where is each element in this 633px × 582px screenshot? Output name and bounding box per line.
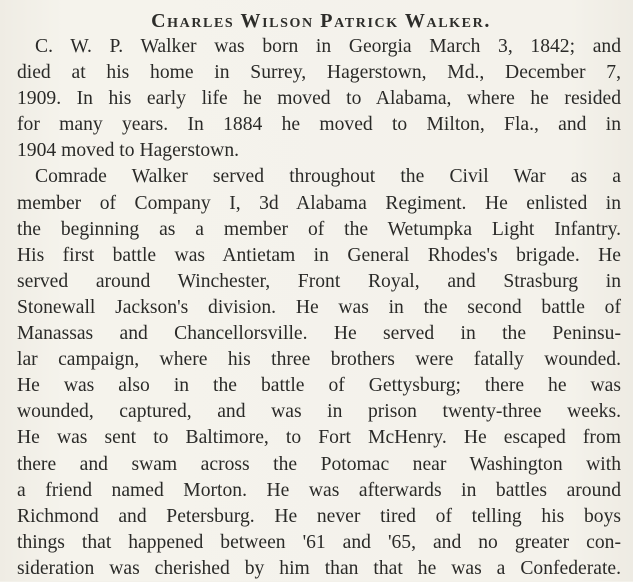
text-line: His first battle was Antietam in General Rhodes's brigade. He bbox=[17, 244, 621, 266]
text-line: sideration was cherished by him than that he was a Confederate. bbox=[17, 557, 621, 579]
text-line: died at his home in Surrey, Hagerstown, Md., December 7, bbox=[17, 62, 621, 84]
text-line: He was also in the battle of Gettysburg; there he was bbox=[17, 375, 621, 397]
text-line: He was sent to Baltimore, to Fort McHenry. He escaped from bbox=[17, 427, 621, 449]
text-line: the beginning as a member of the Wetumpka Light Infantry. bbox=[17, 218, 621, 240]
text-line: served around Winchester, Front Royal, and Strasburg in bbox=[17, 270, 621, 292]
obituary-title: Charles Wilson Patrick Walker. bbox=[151, 10, 491, 32]
text-line: lar campaign, where his three brothers were fatally wounded. bbox=[17, 349, 621, 371]
text-line: a friend named Morton. He was afterwards in battles around bbox=[17, 479, 621, 501]
text-line: there and swam across the Potomac near Washington with bbox=[17, 453, 621, 475]
text-line: Richmond and Petersburg. He never tired of telling his boys bbox=[17, 505, 621, 527]
text-line: 1909. In his early life he moved to Alabama, where he resided bbox=[17, 88, 621, 110]
text-line: wounded, captured, and was in prison twenty-three weeks. bbox=[17, 401, 621, 423]
text-line: Stonewall Jackson's division. He was in the second battle of bbox=[17, 296, 621, 318]
text-line: member of Company I, 3d Alabama Regiment. He enlisted in bbox=[17, 192, 621, 214]
paragraph-war-service bbox=[17, 164, 621, 582]
paragraph-biography bbox=[17, 34, 621, 164]
text-line: C. W. P. Walker was born in Georgia March 3, 1842; and bbox=[35, 36, 621, 57]
text-line: Manassas and Chancellorsville. He served in the Peninsu- bbox=[17, 323, 621, 345]
text-line: Comrade Walker served throughout the Civil War as a bbox=[35, 166, 621, 188]
text-line: for many years. In 1884 he moved to Milton, Fla., and in bbox=[17, 114, 621, 136]
text-line: things that happened between '61 and '65, and no greater con- bbox=[17, 531, 621, 553]
text-line: 1904 moved to Hagerstown. bbox=[17, 140, 240, 162]
